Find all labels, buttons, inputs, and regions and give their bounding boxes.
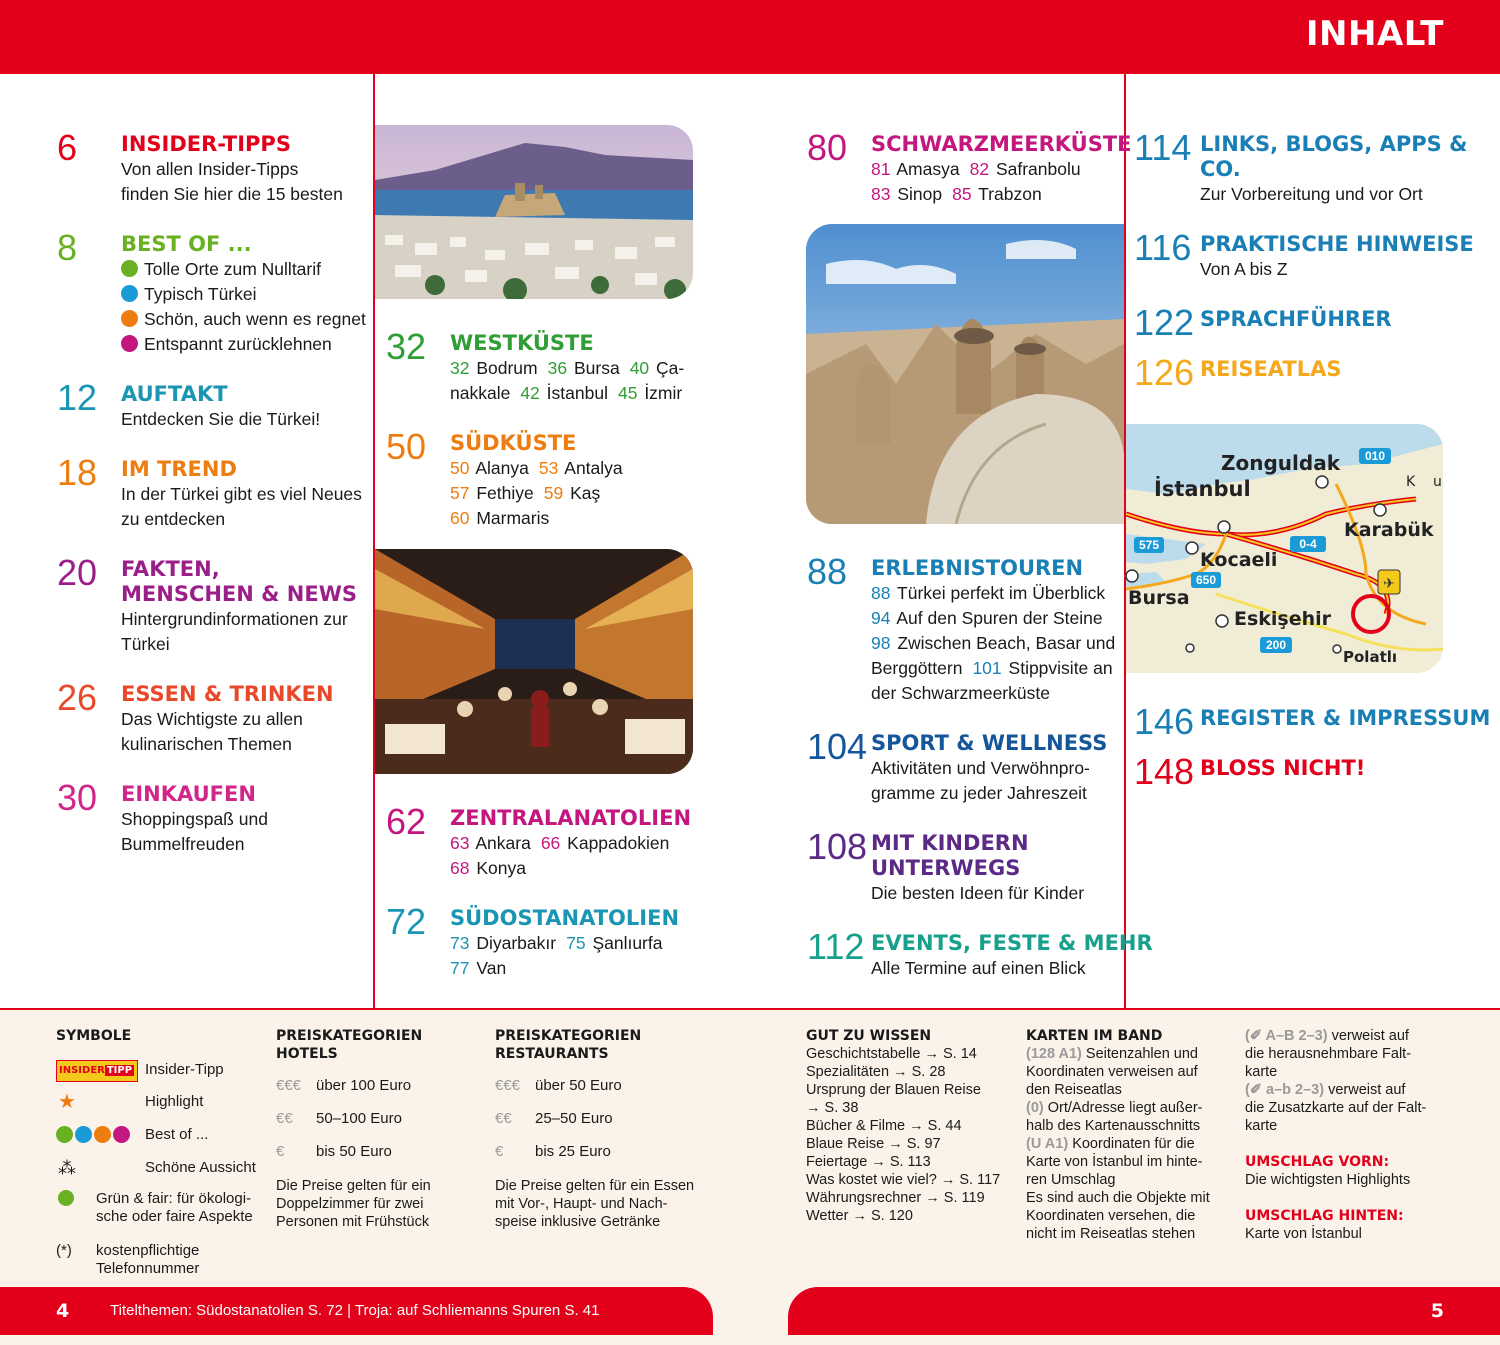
destination-ref: 40 Ça- bbox=[629, 358, 685, 378]
best-of-item: Schön, auch wenn es regnet bbox=[121, 307, 366, 332]
destination-line bbox=[450, 506, 623, 531]
section-title: CO. bbox=[1200, 157, 1241, 181]
section-description: kulinarischen Themen bbox=[121, 734, 292, 754]
price-row: €€€ über 50 Euro bbox=[495, 1077, 622, 1094]
section-description: Alle Termine auf einen Blick bbox=[871, 958, 1086, 978]
price-row: €€ 50–100 Euro bbox=[276, 1110, 402, 1127]
section-title: UNTERWEGS bbox=[871, 856, 1021, 880]
destination-ref: 59 Kaş bbox=[543, 483, 601, 503]
section-title: SÜDKÜSTE bbox=[450, 431, 577, 455]
destination-ref: 98 Zwischen Beach, Basar und bbox=[871, 633, 1116, 653]
page-number: 88 bbox=[807, 551, 848, 592]
best-of-item: Typisch Türkei bbox=[121, 282, 366, 307]
destination-ref: 88 Türkei perfekt im Überblick bbox=[871, 583, 1106, 603]
highlight-legend: ★ Highlight bbox=[58, 1091, 204, 1113]
road-label: 575 bbox=[1138, 538, 1160, 552]
page-number: 108 bbox=[807, 826, 868, 867]
footer-bar-left bbox=[0, 1287, 713, 1335]
section-description: Bummelfreuden bbox=[121, 834, 245, 854]
destination-ref: 50 Alanya bbox=[450, 458, 529, 478]
section-description: Hintergrundinformationen zur bbox=[121, 609, 348, 629]
section-title: SPRACHFÜHRER bbox=[1200, 307, 1392, 331]
price-note: Die Preise gelten für ein Doppelzimmer für zwei Personen mit Frühstück bbox=[276, 1178, 431, 1230]
destination-ref: 60 Marmaris bbox=[450, 508, 550, 528]
best-of-legend: Best of ... bbox=[56, 1126, 132, 1146]
page-number: 116 bbox=[1134, 227, 1192, 268]
destination-ref: 45 İzmir bbox=[617, 383, 683, 403]
destination-line bbox=[450, 381, 684, 406]
section-description: Aktivitäten und Verwöhnpro- bbox=[871, 758, 1090, 778]
price-row: € bis 25 Euro bbox=[495, 1143, 611, 1160]
destination-line bbox=[871, 182, 1132, 207]
section-description: Von allen Insider-Tipps bbox=[121, 159, 299, 179]
destination-line bbox=[450, 481, 623, 506]
section-description: Das Wichtigste zu allen bbox=[121, 709, 303, 729]
destination-ref: 85 Trabzon bbox=[952, 184, 1042, 204]
map-thumbnail bbox=[1126, 424, 1443, 673]
bazaar-photo bbox=[375, 549, 693, 774]
map-label: K bbox=[1406, 474, 1416, 490]
price-row: € bis 50 Euro bbox=[276, 1143, 392, 1160]
destination-ref: 73 Diyarbakır bbox=[450, 933, 557, 953]
map-label: Kocaeli bbox=[1200, 549, 1278, 571]
destination-ref: 101 Stippvisite an bbox=[972, 658, 1113, 678]
section-description: Entdecken Sie die Türkei! bbox=[121, 409, 321, 429]
section-title: BLOSS NICHT! bbox=[1200, 756, 1366, 780]
destination-ref: Berggöttern bbox=[871, 658, 963, 678]
insider-tipp-badge: INSIDER TIPP bbox=[56, 1060, 138, 1082]
page-number: 50 bbox=[386, 426, 427, 467]
page-number: 112 bbox=[807, 926, 865, 967]
section-title: PRAKTISCHE HINWEISE bbox=[1200, 232, 1474, 256]
road-label: 200 bbox=[1265, 638, 1287, 652]
page-number: 8 bbox=[57, 227, 78, 268]
section-title: SÜDOSTANATOLIEN bbox=[450, 906, 680, 930]
page-number: 32 bbox=[386, 326, 427, 367]
legend-symbols bbox=[56, 1027, 256, 1277]
page-title: INHALT bbox=[1305, 14, 1444, 54]
section-title: MENSCHEN & NEWS bbox=[121, 582, 357, 606]
section-title: ZENTRALANATOLIEN bbox=[450, 806, 692, 830]
section-title: BEST OF ... bbox=[121, 232, 252, 256]
section-title: INSIDER-TIPPS bbox=[121, 132, 291, 156]
destination-ref: nakkale bbox=[450, 383, 511, 403]
section-description: zu entdecken bbox=[121, 509, 226, 529]
destination-ref: 75 Şanlıurfa bbox=[566, 933, 663, 953]
best-of-item: Entspannt zurücklehnen bbox=[121, 332, 366, 357]
best-of-dots-icon bbox=[56, 1128, 132, 1145]
page-number: 122 bbox=[1134, 302, 1195, 343]
section-title: ERLEBNISTOUREN bbox=[871, 556, 1084, 580]
destination-ref: 32 Bodrum bbox=[450, 358, 538, 378]
section-title: LINKS, BLOGS, APPS & bbox=[1200, 132, 1468, 156]
best-of-item: Tolle Orte zum Nulltarif bbox=[121, 257, 366, 282]
section-title: AUFTAKT bbox=[121, 382, 228, 406]
destination-ref: 66 Kappadokien bbox=[540, 833, 670, 853]
price-row: €€€ über 100 Euro bbox=[276, 1077, 412, 1094]
page-number: 12 bbox=[57, 377, 98, 418]
page-number: 18 bbox=[57, 452, 98, 493]
view-legend: ⁂ Schöne Aussicht bbox=[58, 1158, 256, 1178]
map-label: Bursa bbox=[1128, 587, 1190, 609]
viewpoint-icon: ⁂ bbox=[58, 1158, 76, 1178]
destination-ref: 82 Safranbolu bbox=[969, 159, 1081, 179]
road-label: 0-4 bbox=[1299, 537, 1317, 551]
destination-ref: 83 Sinop bbox=[871, 184, 943, 204]
page-number: 20 bbox=[57, 552, 98, 593]
legend-karten: KARTEN IM BAND (128 A1) Seitenzahlen und Koordinaten verweisen auf den Reiseatlas (0) Ort/Adresse liegt außer- halb des Kartenausschnitts (U A1) Koordinaten für die Karte von İstanbul im hinte- ren Umschlag Es sind auch die Objekte mit Koordinaten versehen, die nicht im Reiseatlas stehen bbox=[1026, 1028, 1210, 1242]
bodrum-photo bbox=[375, 125, 693, 299]
section-description: Die besten Ideen für Kinder bbox=[871, 883, 1085, 903]
map-label: Karabük bbox=[1344, 519, 1434, 541]
page-number: 146 bbox=[1134, 701, 1195, 742]
destination-line bbox=[871, 631, 1115, 656]
cover-topics: Titelthemen: Südostanatolien S. 72 | Troja: auf Schliemanns Spuren S. 41 bbox=[110, 1302, 600, 1319]
map-label: İstanbul bbox=[1154, 477, 1251, 501]
section-title: ESSEN & TRINKEN bbox=[121, 682, 334, 706]
page-number-left: 4 bbox=[56, 1300, 70, 1322]
category-dot-icon bbox=[121, 260, 138, 277]
star-icon: ★ bbox=[58, 1091, 76, 1113]
road-label: 010 bbox=[1364, 449, 1386, 463]
legend-heading: SYMBOLE bbox=[56, 1028, 132, 1044]
map-label: Eskişehir bbox=[1234, 608, 1332, 630]
destination-line bbox=[450, 956, 679, 981]
section-title: EVENTS, FESTE & MEHR bbox=[871, 931, 1153, 955]
page-number: 26 bbox=[57, 677, 98, 718]
footer-bar-right bbox=[788, 1287, 1500, 1335]
category-dot-icon bbox=[121, 285, 138, 302]
section-description: In der Türkei gibt es viel Neues bbox=[121, 484, 362, 504]
destination-ref: 53 Antalya bbox=[538, 458, 623, 478]
green-fair-legend: Grün & fair: für ökologi- sche oder faire Aspekte bbox=[56, 1190, 74, 1211]
destination-line bbox=[871, 157, 1132, 182]
destination-line bbox=[450, 356, 684, 381]
destination-line bbox=[871, 581, 1115, 606]
cappadocia-photo bbox=[806, 224, 1124, 524]
page-number: 30 bbox=[57, 777, 98, 818]
section-description: finden Sie hier die 15 besten bbox=[121, 184, 343, 204]
header-bar bbox=[0, 0, 1500, 74]
destination-line bbox=[450, 931, 679, 956]
road-label: 650 bbox=[1195, 573, 1217, 587]
page-number: 114 bbox=[1134, 127, 1192, 168]
section-title: FAKTEN, bbox=[121, 557, 220, 581]
section-description: Türkei bbox=[121, 634, 170, 654]
price-note: Die Preise gelten für ein Essen mit Vor-, Haupt- und Nach- speise inklusive Getränke bbox=[495, 1178, 695, 1230]
page-number: 80 bbox=[807, 127, 848, 168]
page-number-right: 5 bbox=[1430, 1300, 1444, 1322]
legend-hotels: PREISKATEGORIEN HOTELS €€€ über 100 Euro €€ 50–100 Euro € bis 50 Euro Die Preise gelten für ein Doppelzimmer für zwei Personen mit Frühstück bbox=[276, 1028, 431, 1230]
destination-line bbox=[450, 856, 691, 881]
svg-text:✈: ✈ bbox=[1383, 576, 1395, 592]
section-title: REISEATLAS bbox=[1200, 357, 1342, 381]
map-label: u bbox=[1433, 474, 1442, 490]
map-label: Zonguldak bbox=[1221, 451, 1341, 475]
destination-ref: der Schwarzmeerküste bbox=[871, 683, 1050, 703]
legend-map-refs: (✐ A–B 2–3) verweist auf die herausnehmbare Falt- karte (✐ a–b 2–3) verweist auf die Zusatzkarte auf der Falt- karte UMSCHLAG VORN: Die wichtigsten Highlights UMSCHLAG HINTEN: Karte von İstanbul bbox=[1245, 1028, 1427, 1242]
destination-ref: 81 Amasya bbox=[871, 159, 960, 179]
section-title: SCHWARZMEERKÜSTE bbox=[871, 132, 1132, 156]
map-label: Polatlı bbox=[1343, 648, 1398, 666]
section-description: Shoppingspaß und bbox=[121, 809, 268, 829]
page-number: 62 bbox=[386, 801, 427, 842]
destination-line bbox=[450, 831, 691, 856]
destination-line bbox=[871, 656, 1115, 681]
destination-ref: 57 Fethiye bbox=[450, 483, 534, 503]
page-number: 6 bbox=[57, 127, 78, 168]
page-number: 72 bbox=[386, 901, 427, 942]
legend-divider bbox=[0, 1008, 1500, 1010]
section-description: Zur Vorbereitung und vor Ort bbox=[1200, 184, 1423, 204]
destination-ref: 94 Auf den Spuren der Steine bbox=[871, 608, 1103, 628]
section-description: Von A bis Z bbox=[1200, 259, 1288, 279]
destination-ref: 42 İstanbul bbox=[520, 383, 608, 403]
destination-ref: 63 Ankara bbox=[450, 833, 531, 853]
destination-line bbox=[871, 606, 1115, 631]
section-description: gramme zu jeder Jahreszeit bbox=[871, 783, 1087, 803]
category-dot-icon bbox=[121, 310, 138, 327]
legend-gut-zu-wissen: GUT ZU WISSEN Geschichtstabelle → S. 14 Spezialitäten → S. 28 Ursprung der Blauen Reise → S. 38 Bücher & Filme → S. 44 Blaue Reise → S. 97 Feiertage → S. 113 Was kostet wie viel? → S. 117 Währungsrechner → S. 119 Wetter → S. 120 bbox=[806, 1028, 1001, 1224]
destination-ref: 36 Bursa bbox=[547, 358, 620, 378]
legend-restaurants: PREISKATEGORIEN RESTAURANTS €€€ über 50 Euro €€ 25–50 Euro € bis 25 Euro Die Preise gelten für ein Essen mit Vor-, Haupt- und Nach- speise inklusive Getränke bbox=[495, 1028, 695, 1230]
category-dot-icon bbox=[121, 335, 138, 352]
section-title: MIT KINDERN bbox=[871, 831, 1029, 855]
destination-line bbox=[450, 456, 623, 481]
leaf-icon bbox=[58, 1190, 74, 1206]
section-title: WESTKÜSTE bbox=[450, 331, 594, 355]
section-title: IM TREND bbox=[121, 457, 237, 481]
insider-tipp-legend: INSIDER TIPP Insider-Tipp bbox=[56, 1060, 138, 1082]
section-title: EINKAUFEN bbox=[121, 782, 256, 806]
phone-legend: (*) kostenpflichtige Telefonnummer bbox=[56, 1242, 200, 1277]
destination-line bbox=[871, 681, 1115, 706]
page-number: 148 bbox=[1134, 751, 1195, 792]
destination-ref: 68 Konya bbox=[450, 858, 526, 878]
price-row: €€ 25–50 Euro bbox=[495, 1110, 613, 1127]
page-number: 104 bbox=[807, 726, 868, 767]
destination-ref: 77 Van bbox=[450, 958, 507, 978]
section-title: REGISTER & IMPRESSUM bbox=[1200, 706, 1491, 730]
page-number: 126 bbox=[1134, 352, 1195, 393]
section-title: SPORT & WELLNESS bbox=[871, 731, 1108, 755]
